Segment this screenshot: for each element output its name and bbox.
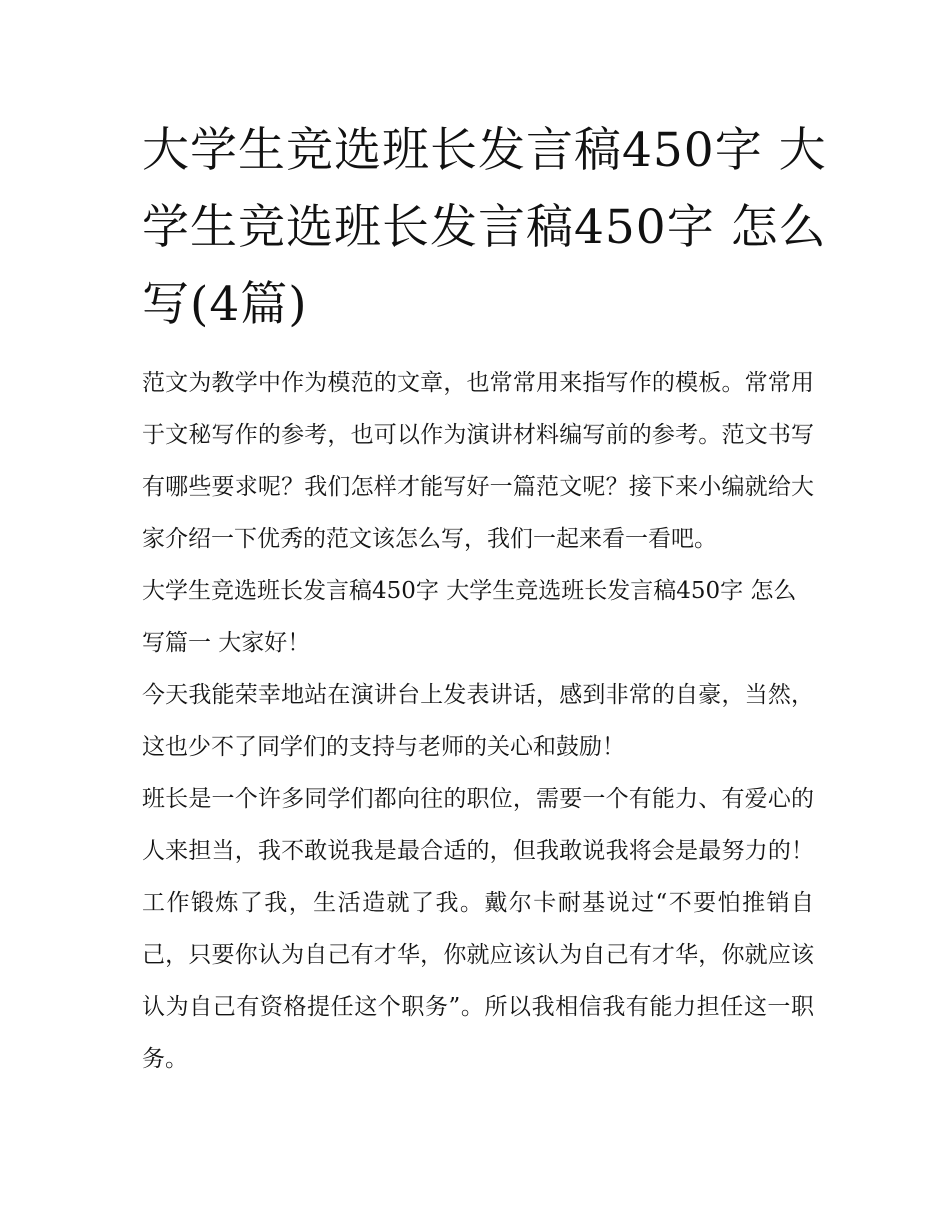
section-heading-paragraph: 大学生竞选班长发言稿450字 大学生竞选班长发言稿450字 怎么写篇一 大家好！	[142, 578, 797, 656]
intro-paragraph: 范文为教学中作为模范的文章，也常常用来指写作的模板。常常用于文秘写作的参考，也可以作为演讲材料编写前的参考。范文书写有哪些要求呢？我们怎样才能写好一篇范文呢？接下来小编就给大家介绍一下优秀的范文该怎么写，我们一起来看一看吧。	[142, 370, 814, 552]
body-paragraph-1: 今天我能荣幸地站在演讲台上发表讲话，感到非常的自豪，当然，这也少不了同学们的支持与老师的关心和鼓励！	[142, 682, 814, 760]
body-paragraph-2: 班长是一个许多同学们都向往的职位，需要一个有能力、有爱心的人来担当，我不敢说我是最合适的，但我敢说我将会是最努力的！工作锻炼了我，生活造就了我。戴尔卡耐基说过“不要怕推销自己，只要你认为自己有才华，你就应该认为自己有才华，你就应该认为自己有资格提任这个职务”。所以我相信我有能力担任这一职务。	[142, 786, 814, 1072]
document-title: 大学生竞选班长发言稿450字 大学生竞选班长发言稿450字 怎么写(4篇)	[142, 123, 827, 332]
document-body	[142, 357, 814, 1085]
